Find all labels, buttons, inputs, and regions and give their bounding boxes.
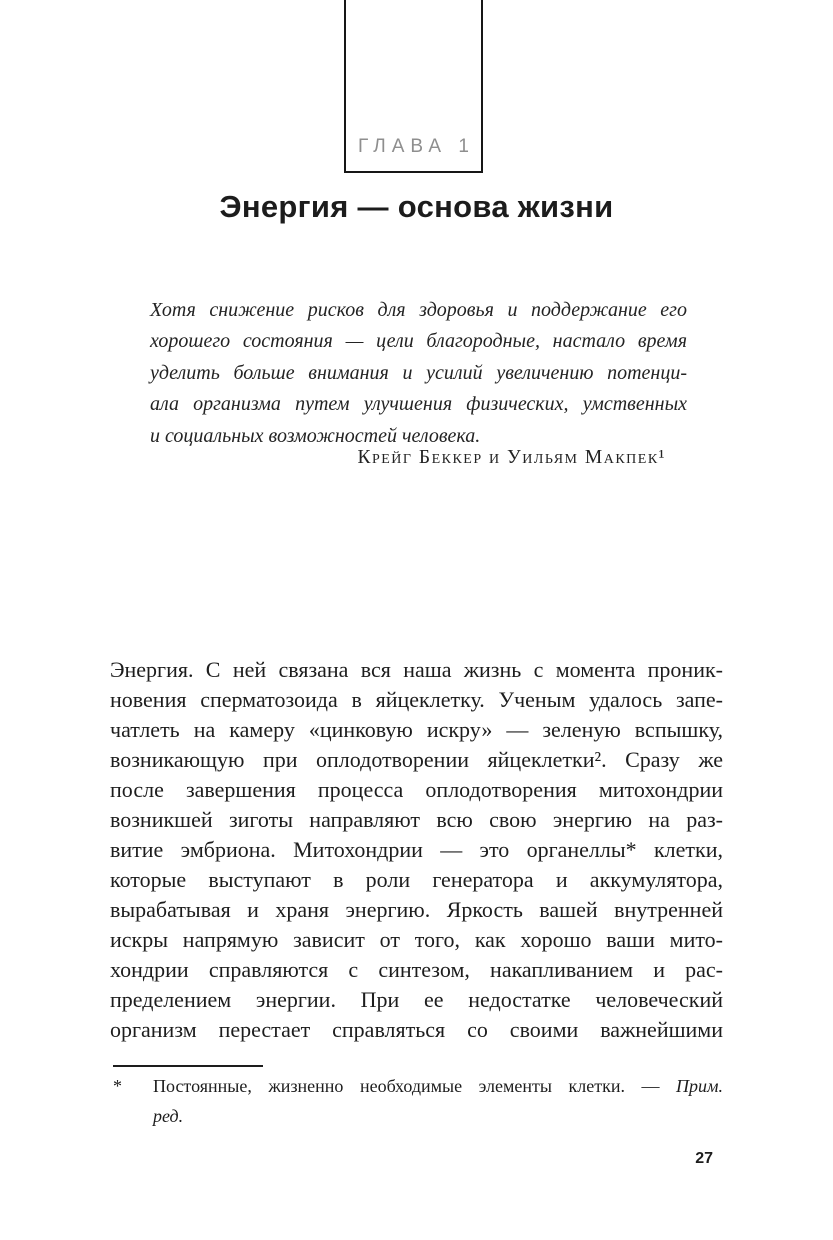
footnote-text-regular: Постоянные, жизненно необходимые элементы клетки. — (153, 1076, 660, 1096)
body-line: возникшей зиготы направляют всю свою энергию на раз- (110, 807, 723, 832)
epigraph (150, 295, 687, 452)
footnote (113, 1071, 723, 1131)
body-line: пределением энергии. При ее недостатке человеческий (110, 987, 723, 1012)
body-line: возникающую при оплодотворении яйцеклетки². Сразу же (110, 747, 723, 772)
chapter-box (344, 0, 483, 173)
body-line: после завершения процесса оплодотворения митохондрии (110, 777, 723, 802)
body-line: Энергия. С ней связана вся наша жизнь с момента проник- (110, 657, 723, 682)
footnote-text (153, 1071, 723, 1131)
footnote-divider (113, 1065, 263, 1067)
footnote-text-italic: Прим. (676, 1076, 724, 1096)
footnote-marker: * (113, 1076, 122, 1096)
body-line: вырабатывая и храня энергию. Яркость вашей внутренней (110, 897, 723, 922)
epigraph-line: уделить больше внимания и усилий увеличению потенци- (150, 361, 687, 384)
body-line: которые выступают в роли генератора и аккумулятора, (110, 867, 723, 892)
body-line: искры напрямую зависит от того, как хорошо ваши мито- (110, 927, 723, 952)
body-line: организм перестает справляться со своими важнейшими (110, 1017, 723, 1042)
body-line: новения сперматозоида в яйцеклетку. Ученым удалось запе- (110, 687, 723, 712)
body-line: чатлеть на камеру «цинковую искру» — зеленую вспышку, (110, 717, 723, 742)
epigraph-line: и социальных возможностей человека. (150, 424, 481, 447)
footnote-line: ред. (153, 1106, 184, 1126)
chapter-title: Энергия — основа жизни (219, 189, 614, 224)
chapter-label: ГЛАВА 1 (358, 136, 475, 157)
page-number: 27 (695, 1150, 713, 1167)
epigraph-line: Хотя снижение рисков для здоровья и поддержание его (150, 299, 687, 321)
epigraph-line: хорошего состояния — цели благородные, настало время (150, 330, 687, 353)
epigraph-attribution: Крейг Беккер и Уильям Макпек¹ (357, 447, 666, 468)
epigraph-line: ала организма путем улучшения физических, умственных (150, 393, 687, 416)
footnote-line (153, 1071, 723, 1101)
body-line: хондрии справляются с синтезом, накапливанием и рас- (110, 957, 723, 982)
body-text (110, 655, 723, 1045)
body-line: витие эмбриона. Митохондрии — это органеллы* клетки, (110, 837, 723, 862)
